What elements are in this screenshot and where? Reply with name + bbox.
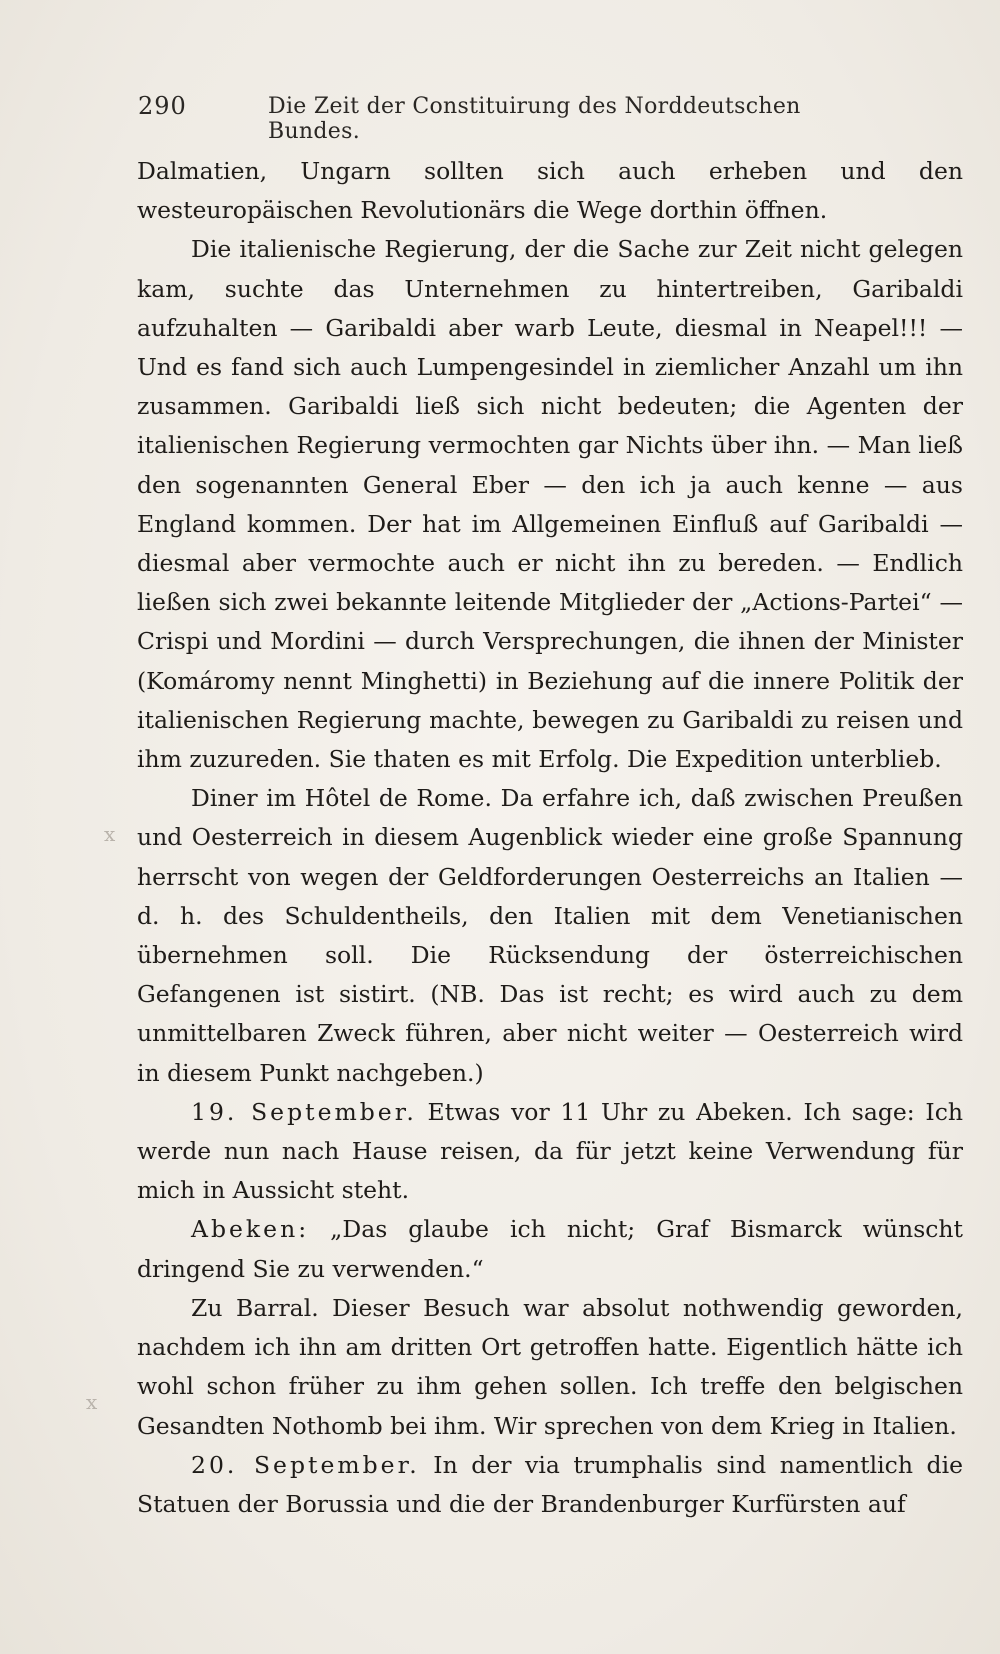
paragraph [137,152,963,230]
paragraph [137,1289,963,1446]
margin-mark: x [86,1390,98,1414]
paragraph [137,1446,963,1524]
body-text [137,152,963,1524]
date-heading: 19. September. [191,1097,417,1126]
paragraph [137,779,963,1093]
running-head-title: Die Zeit der Constituirung des Norddeutschen Bundes. [268,94,801,144]
paragraph-text: Dalmatien, Ungarn sollten sich auch erheben und den westeuropäischen Revolutionärs die Wege dorthin öffnen. [137,157,963,225]
paragraph [137,230,963,779]
paragraph [137,1093,963,1211]
paragraph-text: Etwas vor 11 Uhr zu Abeken. Ich sage: Ich werde nun nach Hause reisen, da für jetzt keine Verwendung für mich in Aussicht steht. [137,1097,963,1205]
paragraph-text: Diner im Hôtel de Rome. Da erfahre ich, daß zwischen Preußen und Oesterreich in diesem Augenblick wieder eine große Spannung herrscht von wegen der Geldforderungen Oesterreichs an Italien — d. h. des Schuldentheils, den Italien mit dem Venetianischen übernehmen soll. Die Rücksendung der österreichischen Gefangenen ist sistirt. (NB. Das ist recht; es wird auch zu dem unmittelbaren Zweck führen, aber nicht weiter — Oesterreich wird in diesem Punkt nachgeben.) [137,784,963,1087]
speaker-label: Abeken: [191,1215,310,1244]
paragraph-text: Zu Barral. Dieser Besuch war absolut nothwendig geworden, nachdem ich ihn am dritten Ort getroffen hatte. Eigentlich hätte ich wohl schon früher zu ihm gehen sollen. Ich treffe den belgischen Gesandten Nothomb bei ihm. Wir sprechen von dem Krieg in Italien. [137,1293,963,1440]
margin-mark: x [104,822,116,846]
paragraph-text: In der via trumphalis sind namentlich die Statuen der Borussia und die der Brandenburger Kurfürsten auf [137,1450,963,1518]
paragraph [137,1210,963,1288]
page-number: 290 [138,92,187,120]
running-head [138,92,868,144]
date-heading: 20. September. [191,1450,420,1479]
paragraph-text: Die italienische Regierung, der die Sache zur Zeit nicht gelegen kam, suchte das Unternehmen zu hintertreiben, Garibaldi aufzuhalten — Garibaldi aber warb Leute, diesmal in Neapel!!! — Und es fand sich auch Lumpengesindel in ziemlicher Anzahl um ihn zusammen. Garibaldi ließ sich nicht bedeuten; die Agenten der italienischen Regierung vermochten gar Nichts über ihn. — Man ließ den sogenannten General Eber — den ich ja auch kenne — aus England kommen. Der hat im Allgemeinen Einfluß auf Garibaldi — diesmal aber vermochte auch er nicht ihn zu bereden. — Endlich ließen sich zwei bekannte leitende Mitglieder der „Actions-Partei“ — Crispi und Mordini — durch Versprechungen, die ihnen der Minister (Komáromy nennt Minghetti) in Beziehung auf die innere Politik der italienischen Regierung machte, bewegen zu Garibaldi zu reisen und ihm zuzureden. Sie thaten es mit Erfolg. Die Expedition unterblieb. [137,235,963,774]
paragraph-text: „Das glaube ich nicht; Graf Bismarck wünscht dringend Sie zu verwenden.“ [137,1215,963,1283]
